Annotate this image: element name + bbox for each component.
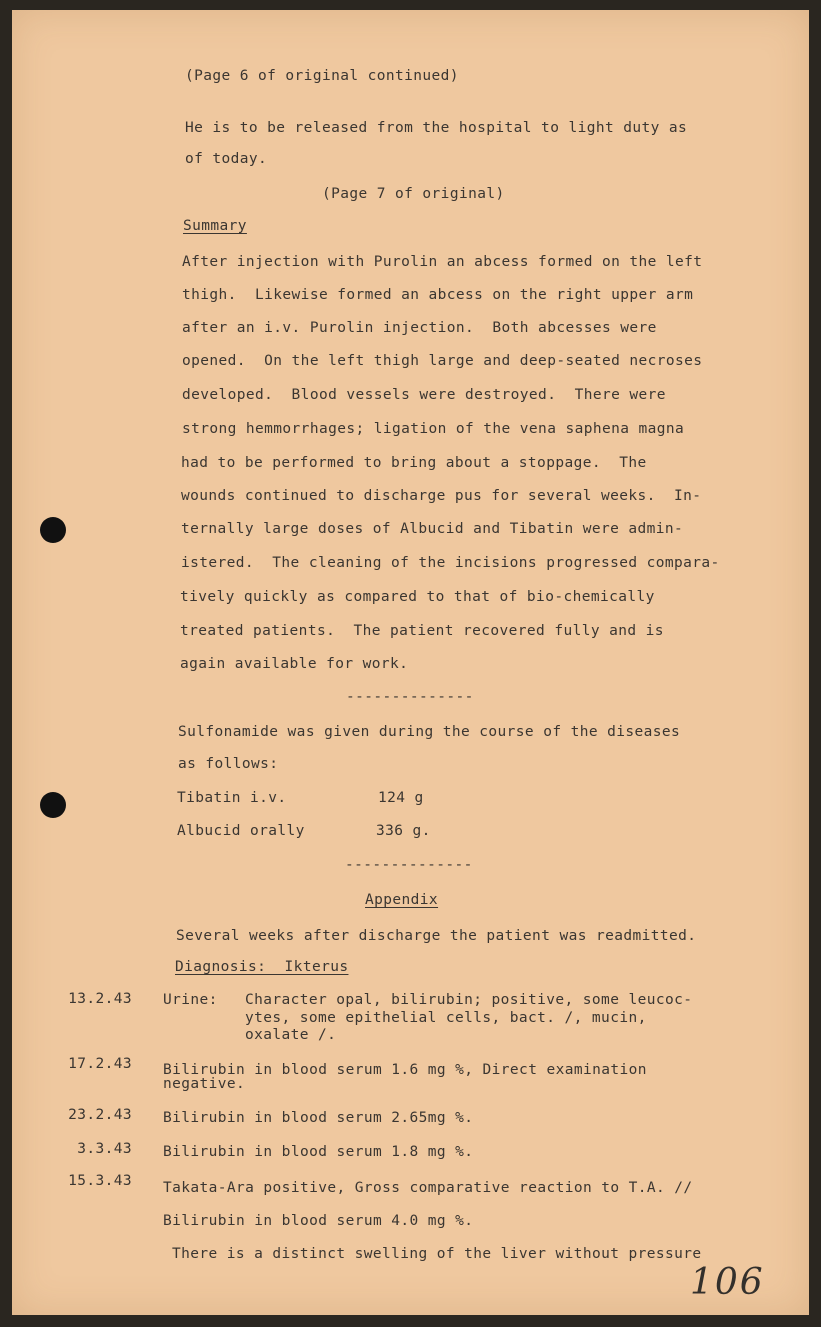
section-divider: -------------- [345, 857, 473, 873]
readmission-line: Several weeks after discharge the patient was readmitted. [176, 928, 697, 944]
dose-drug: Albucid orally [177, 823, 305, 839]
summary-line: wounds continued to discharge pus for several weeks. In- [181, 488, 702, 504]
entry-line: Bilirubin in blood serum 1.8 mg %. [163, 1144, 474, 1160]
entry-date: 15.3.43 [68, 1173, 132, 1189]
summary-line: After injection with Purolin an abcess formed on the left [182, 254, 703, 270]
appendix-heading: Appendix [365, 892, 439, 908]
summary-line: developed. Blood vessels were destroyed. There were [182, 387, 666, 403]
handwritten-page-number: 106 [690, 1262, 765, 1303]
section-divider: -------------- [346, 689, 474, 705]
entry-line: oxalate ∕. [245, 1027, 337, 1043]
punch-hole-upper [40, 517, 66, 543]
dose-amount: 124 g [378, 790, 424, 806]
entry-line: Bilirubin in blood serum 1.6 mg %, Direct examination [163, 1062, 647, 1078]
dose-drug: Tibatin i.v. [177, 790, 287, 806]
entry-line: Takata-Ara positive, Gross comparative reaction to T.A. // [163, 1180, 693, 1196]
summary-heading: Summary [183, 218, 247, 234]
dose-amount: 336 g. [376, 823, 431, 839]
continuation-header: (Page 6 of original continued) [185, 68, 459, 84]
entry-date: 23.2.43 [68, 1107, 132, 1123]
summary-line: istered. The cleaning of the incisions progressed compara- [181, 555, 720, 571]
punch-hole-lower [40, 792, 66, 818]
entry-line: negative. [163, 1076, 246, 1092]
summary-line: after an i.v. Purolin injection. Both abcesses were [182, 320, 657, 336]
summary-line: strong hemmorrhages; ligation of the vena saphena magna [182, 421, 685, 437]
entry-date: 17.2.43 [68, 1056, 132, 1072]
entry-line: ytes, some epithelial cells, bact. ∕, mucin, [245, 1010, 647, 1026]
diagnosis-heading: Diagnosis: Ikterus [175, 959, 349, 975]
summary-line: again available for work. [180, 656, 409, 672]
summary-line: opened. On the left thigh large and deep-seated necroses [182, 353, 703, 369]
summary-line: thigh. Likewise formed an abcess on the right upper arm [182, 287, 694, 303]
entry-date: 13.2.43 [68, 991, 132, 1007]
closing-line: There is a distinct swelling of the liver without pressure [172, 1246, 702, 1262]
sulfonamide-line: Sulfonamide was given during the course of the diseases [178, 724, 681, 740]
summary-line: ternally large doses of Albucid and Tibatin were admin- [181, 521, 684, 537]
sulfonamide-line: as follows: [178, 756, 279, 772]
entry-line: Bilirubin in blood serum 4.0 mg %. [163, 1213, 474, 1229]
entry-label: Urine: [163, 992, 218, 1008]
paragraph-line: He is to be released from the hospital to light duty as [185, 120, 688, 136]
entry-date: 3.3.43 [77, 1141, 132, 1157]
paragraph-line: of today. [185, 151, 268, 167]
entry-line: Bilirubin in blood serum 2.65mg %. [163, 1110, 474, 1126]
summary-line: treated patients. The patient recovered fully and is [180, 623, 664, 639]
summary-line: had to be performed to bring about a stoppage. The [181, 455, 647, 471]
page-7-heading: (Page 7 of original) [322, 186, 505, 202]
entry-line: Character opal, bilirubin; positive, some leucoc- [245, 992, 693, 1008]
summary-line: tively quickly as compared to that of bio-chemically [180, 589, 655, 605]
